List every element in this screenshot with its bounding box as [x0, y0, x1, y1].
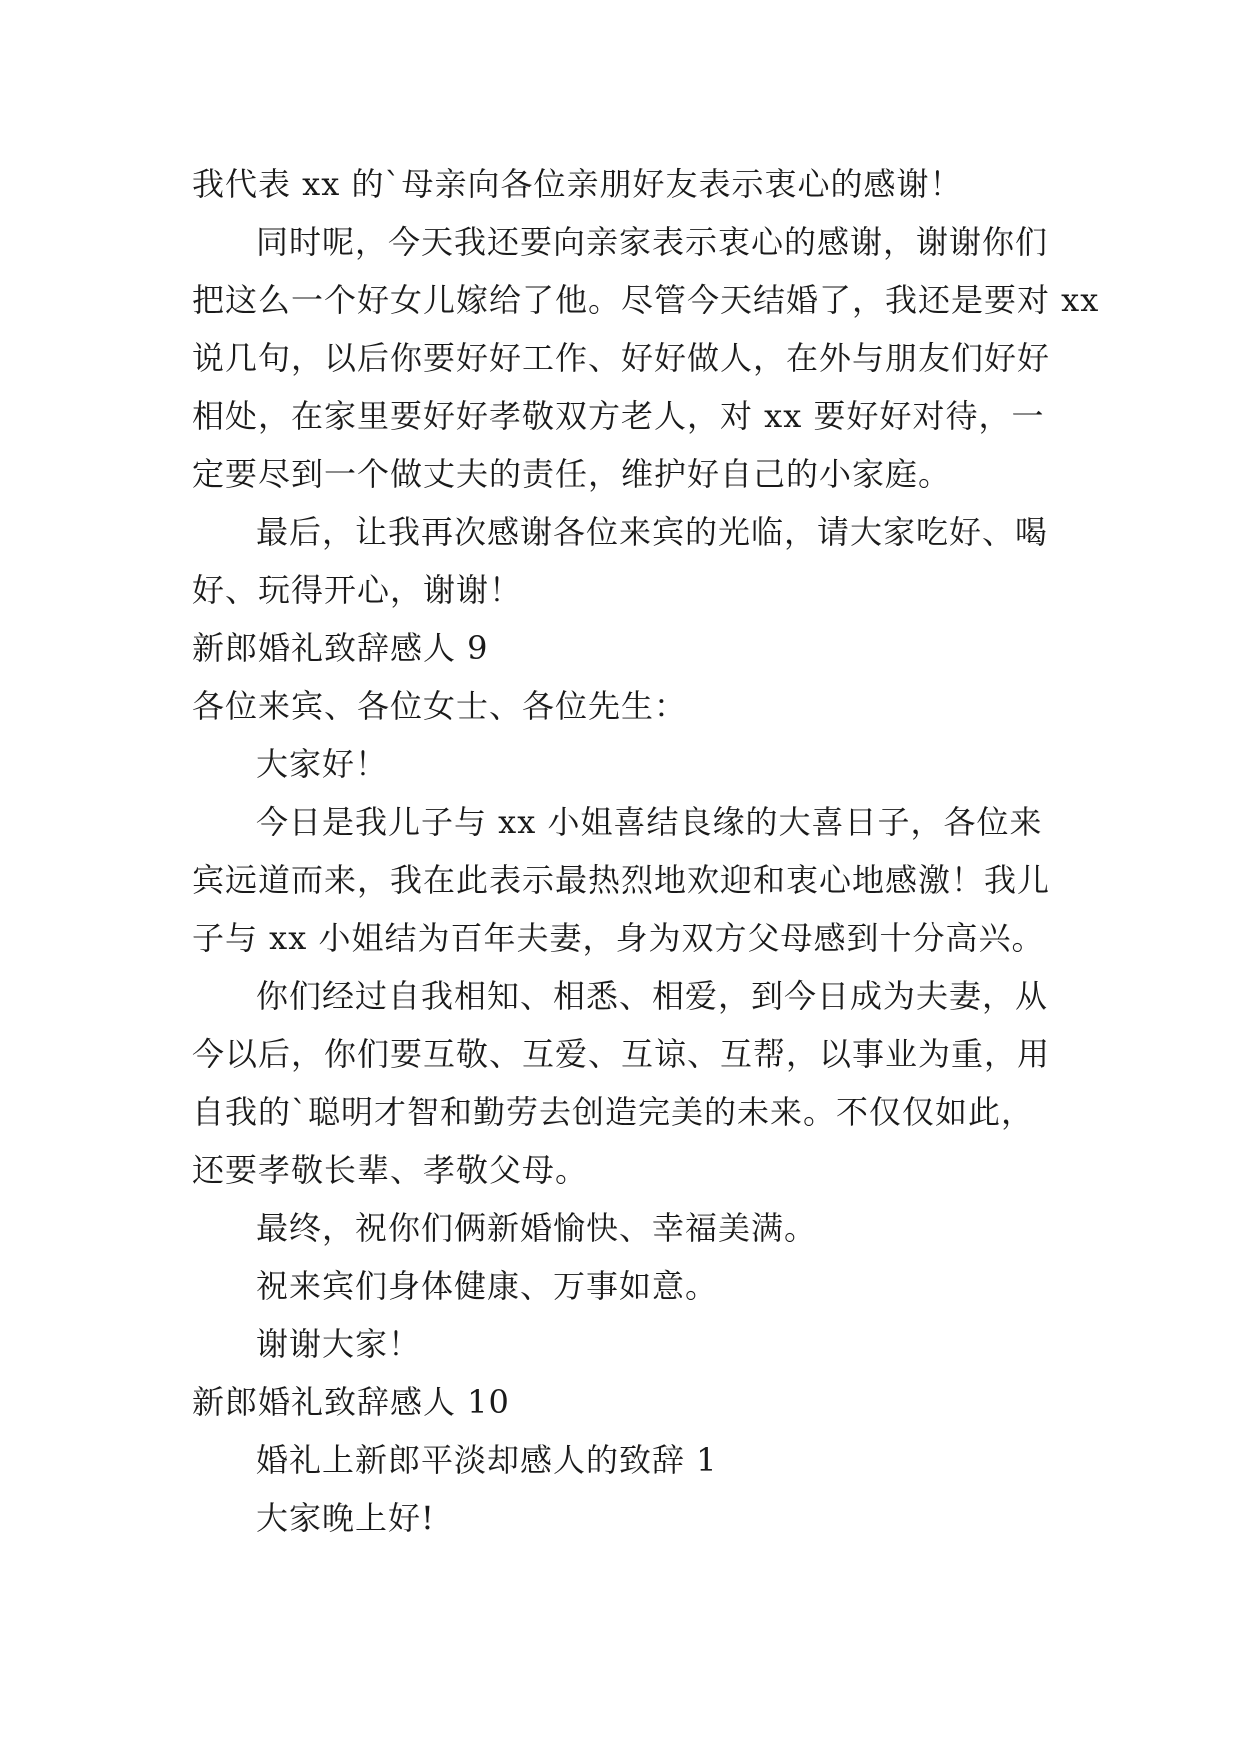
text-line: 今以后，你们要互敬、互爱、互谅、互帮，以事业为重，用: [192, 1035, 1051, 1073]
salutation: 各位来宾、各位女士、各位先生：: [192, 687, 688, 725]
greeting: 大家好！: [256, 745, 389, 783]
document-body: [192, 155, 1100, 1547]
section-heading: 新郎婚礼致辞感人 9: [192, 629, 489, 667]
text-line: 今日是我儿子与 xx 小姐喜结良缘的大喜日子，各位来: [256, 803, 1043, 841]
text-line: 我代表 xx 的`母亲向各位亲朋好友表示衷心的感谢！: [192, 165, 963, 203]
text-line: 自我的`聪明才智和勤劳去创造完美的未来。不仅仅如此，: [192, 1093, 1035, 1131]
text-line: 把这么一个好女儿嫁给了他。尽管今天结婚了，我还是要对 xx: [192, 281, 1100, 319]
text-line: 谢谢大家！: [256, 1325, 422, 1363]
text-line: 最后，让我再次感谢各位来宾的光临，请大家吃好、喝: [256, 513, 1049, 551]
text-line: 最终，祝你们俩新婚愉快、幸福美满。: [256, 1209, 818, 1247]
greeting: 大家晚上好!: [256, 1499, 435, 1537]
text-line: 同时呢，今天我还要向亲家表示衷心的感谢，谢谢你们: [256, 223, 1049, 261]
text-line: 祝来宾们身体健康、万事如意。: [256, 1267, 719, 1305]
section-heading: 新郎婚礼致辞感人 10: [192, 1383, 510, 1421]
text-line: 相处，在家里要好好孝敬双方老人，对 xx 要好好对待，一: [192, 397, 1045, 435]
subheading: 婚礼上新郎平淡却感人的致辞 1: [256, 1441, 718, 1479]
text-line: 子与 xx 小姐结为百年夫妻，身为双方父母感到十分高兴。: [192, 919, 1045, 957]
text-line: 宾远道而来，我在此表示最热烈地欢迎和衷心地感激！我儿: [192, 861, 1051, 899]
text-line: 好、玩得开心，谢谢！: [192, 571, 523, 609]
text-line: 定要尽到一个做丈夫的责任，维护好自己的小家庭。: [192, 455, 952, 493]
text-line: 你们经过自我相知、相悉、相爱，到今日成为夫妻，从: [256, 977, 1049, 1015]
text-line: 还要孝敬长辈、孝敬父母。: [192, 1151, 589, 1189]
text-line: 说几句，以后你要好好工作、好好做人，在外与朋友们好好: [192, 339, 1051, 377]
